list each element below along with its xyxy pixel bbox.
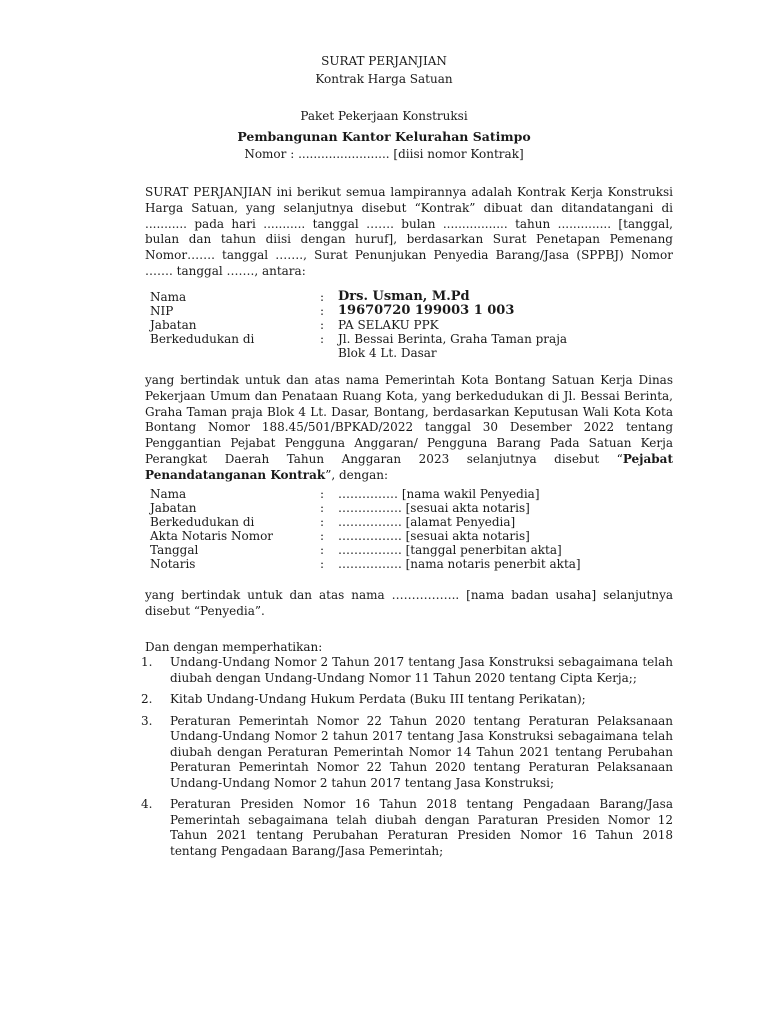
row-value: ……………. [alamat Penyedia]	[338, 515, 516, 529]
row-value: Drs. Usman, M.Pd	[338, 289, 470, 304]
considerations-label: Dan dengan memperhatikan:	[145, 640, 323, 654]
party1-role-name: Pejabat Penandatanganan Kontrak	[145, 451, 673, 482]
row-label: Nama	[150, 290, 187, 304]
list-item-text: Kitab Undang-Undang Hukum Perdata (Buku III tentang Perikatan);	[170, 692, 586, 706]
row-colon: :	[320, 515, 325, 529]
party1-row	[150, 346, 678, 360]
row-colon: :	[320, 487, 325, 501]
list-item-number: 3.	[141, 713, 153, 728]
list-item-number: 1.	[141, 655, 153, 669]
list-item-text: Peraturan Presiden Nomor 16 Tahun 2018 tentang Pengadaan Barang/Jasa Pemerintah sebagaimana telah diubah dengan Paraturan Presiden Nomor 12 Tahun 2021 tentang Perubahan Peraturan Presiden Nomor 16 Tahun 2018 tentang Pengadaan Barang/Jasa Pemerintah;	[170, 797, 673, 858]
list-item-number: 2.	[141, 692, 153, 706]
row-value: PA SELAKU PPK	[338, 318, 439, 332]
row-label: Berkedudukan di	[150, 332, 255, 346]
row-colon: :	[320, 332, 325, 346]
row-colon: :	[320, 529, 325, 543]
list-item	[141, 655, 673, 686]
contract-number: Nomor : ........................ [diisi nomor Kontrak]	[244, 147, 524, 161]
row-label: Notaris	[150, 557, 196, 571]
row-value: Blok 4 Lt. Dasar	[338, 346, 437, 360]
row-colon: :	[320, 543, 325, 557]
party2-row	[150, 543, 678, 557]
party2-row	[150, 529, 678, 543]
package-label: Paket Pekerjaan Konstruksi	[300, 109, 468, 123]
row-value: 19670720 199003 1 003	[338, 303, 515, 318]
party1-description-text: yang bertindak untuk dan atas nama Pemerintah Kota Bontang Satuan Kerja Dinas Pekerjaan Umum dan Penataan Ruang Kota, yang berkedudukan di Jl. Bessai Berinta, Graha Taman praja Blok 4 Lt. Dasar, Bontang, berdasarkan Keputusan Wali Kota Kota Bontang Nomor 188.45/501/BPKAD/2022 tanggal 30 Desember 2022 tentang Penggantian Pejabat Pengguna Anggaran/ Pengguna Barang Pada Satuan Kerja Perangkat Daerah Tahun Anggaran 2023 selanjutnya disebut “	[145, 373, 673, 466]
party1-row	[150, 304, 678, 318]
row-value: …………… [nama wakil Penyedia]	[338, 487, 540, 501]
document-subtitle: Kontrak Harga Satuan	[315, 72, 453, 86]
package-name: Pembangunan Kantor Kelurahan Satimpo	[237, 129, 531, 144]
party2-row	[150, 501, 678, 515]
list-item-text: Undang-Undang Nomor 2 Tahun 2017 tentang Jasa Konstruksi sebagaimana telah diubah dengan Undang-Undang Nomor 11 Tahun 2020 tentang Cipta Kerja;;	[170, 655, 673, 685]
row-value: Jl. Bessai Berinta, Graha Taman praja	[338, 332, 568, 346]
list-item	[141, 714, 673, 792]
party1-description	[145, 373, 673, 484]
row-label: Akta Notaris Nomor	[150, 529, 274, 543]
document-title: SURAT PERJANJIAN	[321, 54, 447, 68]
row-colon: :	[320, 557, 325, 571]
party2-row	[150, 557, 678, 571]
party1-row	[150, 332, 678, 346]
row-label: Jabatan	[150, 318, 197, 332]
party1-table	[150, 290, 678, 360]
party1-row	[150, 290, 678, 304]
party2-description: yang bertindak untuk dan atas nama …………….. [nama badan usaha] selanjutnya disebut “Penyedia”.	[145, 588, 673, 618]
list-item	[141, 692, 673, 708]
row-label: Nama	[150, 487, 187, 501]
row-colon: :	[320, 318, 325, 332]
party2-table	[150, 487, 678, 571]
party1-description-end: ”, dengan:	[325, 467, 389, 482]
party2-row	[150, 515, 678, 529]
row-colon: :	[320, 501, 325, 515]
row-value: ……………. [nama notaris penerbit akta]	[338, 557, 581, 571]
list-item-number: 4.	[141, 797, 153, 811]
list-item-text: Peraturan Pemerintah Nomor 22 Tahun 2020 tentang Peraturan Pelaksanaan Undang-Undang Nomor 2 tahun 2017 tentang Jasa Konstruksi sebagaimana telah diubah dengan Peraturan Pemerintah Nomor 14 Tahun 2021 tentang Perubahan Peraturan Pemerintah Nomor 22 Tahun 2020 tentang Peraturan Pelaksanaan Undang-Undang Nomor 2 tahun 2017 tentang Jasa Konstruksi;	[170, 713, 673, 790]
row-colon-empty	[320, 346, 338, 360]
row-colon: :	[320, 290, 325, 304]
list-item	[141, 797, 673, 859]
party2-row	[150, 487, 678, 501]
row-label: Tanggal	[150, 543, 199, 557]
row-label: Berkedudukan di	[150, 515, 255, 529]
intro-paragraph: SURAT PERJANJIAN ini berikut semua lampirannya adalah Kontrak Kerja Konstruksi Harga Satuan, yang selanjutnya disebut “Kontrak” dibuat dan ditandatangani di ........... pada hari ........... tanggal ……. bulan ................. tahun .............. [tanggal, bulan dan tahun diisi dengan huruf], berdasarkan Surat Penetapan Pemenang Nomor……. tanggal ……., Surat Penunjukan Penyedia Barang/Jasa (SPPBJ) Nomor ……. tanggal ……., antara:	[145, 185, 673, 278]
considerations-list	[141, 655, 673, 865]
row-label-empty	[150, 346, 320, 360]
row-label: Jabatan	[150, 501, 197, 515]
party1-row	[150, 318, 678, 332]
row-value: ……………. [sesuai akta notaris]	[338, 501, 530, 515]
row-label: NIP	[150, 304, 174, 318]
row-value: ……………. [sesuai akta notaris]	[338, 529, 530, 543]
row-colon: :	[320, 304, 325, 318]
row-value: ……………. [tanggal penerbitan akta]	[338, 543, 562, 557]
